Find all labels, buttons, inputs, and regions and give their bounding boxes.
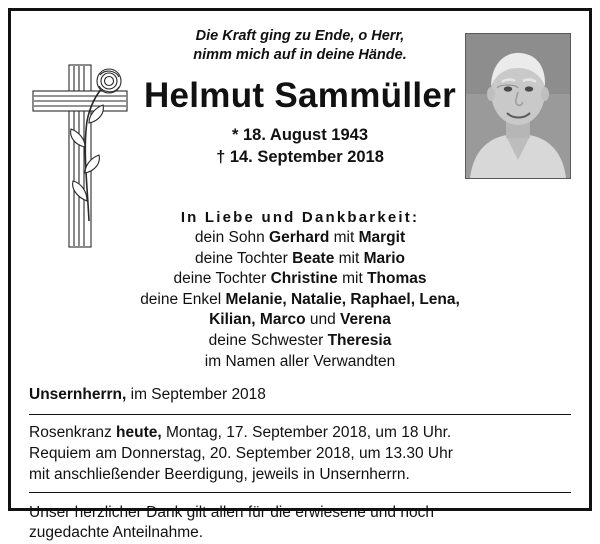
thanks-text [29, 503, 571, 544]
thanks-line-2: zugedachte Anteilnahme. [29, 524, 204, 542]
verse [141, 27, 459, 64]
header-center-column [141, 27, 459, 169]
place-name: Unsernherrn, [29, 386, 127, 404]
place-and-date [29, 386, 571, 404]
family-text: deine Tochter [195, 249, 293, 267]
cross-with-rose-icon [29, 61, 139, 251]
family-text: mit [329, 229, 359, 246]
deceased-name: Helmut Sammüller [143, 76, 457, 116]
family-member: Christine [270, 270, 338, 288]
family-line [29, 290, 571, 311]
family-text: deine Tochter [173, 270, 271, 288]
verse-line-2: nimm mich auf in deine Hände. [193, 46, 407, 63]
family-line [29, 352, 571, 373]
family-member: Verena [340, 311, 391, 329]
thanks-line-1: Unser herzlicher Dank gilt allen für die erwiesene und noch [29, 503, 434, 521]
family-text: mit [337, 270, 368, 288]
divider-1 [29, 414, 571, 415]
service-line-3: mit anschließender Beerdigung, jeweils in Unsernherrn. [29, 465, 410, 483]
service-line-1 [29, 423, 571, 444]
dedication-heading: In Liebe und Dankbarkeit: [180, 209, 420, 226]
family-member: Kilian, Marco [209, 311, 306, 329]
service-line-1-post: Montag, 17. September 2018, um 18 Uhr. [161, 424, 452, 442]
obituary-frame [8, 8, 592, 542]
family-text: dein Sohn [194, 229, 270, 246]
family-text: mit [334, 249, 364, 267]
service-details [29, 423, 571, 485]
family-member: Beate [292, 249, 335, 267]
divider-2 [29, 492, 571, 493]
life-dates [141, 124, 459, 169]
birth-date: * 18. August 1943 [231, 126, 369, 145]
lower-block [29, 386, 571, 544]
family-member: Mario [363, 249, 405, 267]
family-member: Theresia [327, 332, 392, 350]
family-text: deine Schwester [208, 332, 328, 350]
service-line-2: Requiem am Donnerstag, 20. September 2018, um 13.30 Uhr [29, 445, 453, 463]
family-member: Margit [358, 229, 406, 246]
place-date: im September 2018 [126, 386, 266, 404]
death-date: † 14. September 2018 [216, 148, 384, 167]
portrait-photo [465, 33, 571, 179]
obituary-header-area [29, 27, 571, 197]
service-line-1-pre: Rosenkranz [29, 424, 117, 442]
family-line [29, 269, 571, 290]
family-line [29, 331, 571, 352]
family-line [29, 310, 571, 331]
family-member: Gerhard [269, 229, 330, 246]
family-text: im Namen aller Verwandten [204, 352, 396, 370]
family-text: und [305, 311, 341, 329]
family-text: deine Enkel [140, 290, 226, 308]
service-line-1-bold: heute, [116, 424, 162, 442]
verse-line-1: Die Kraft ging zu Ende, o Herr, [195, 28, 405, 44]
family-member: Thomas [367, 270, 427, 288]
family-member: Melanie, Natalie, Raphael, Lena, [225, 290, 460, 308]
family-line [29, 249, 571, 270]
